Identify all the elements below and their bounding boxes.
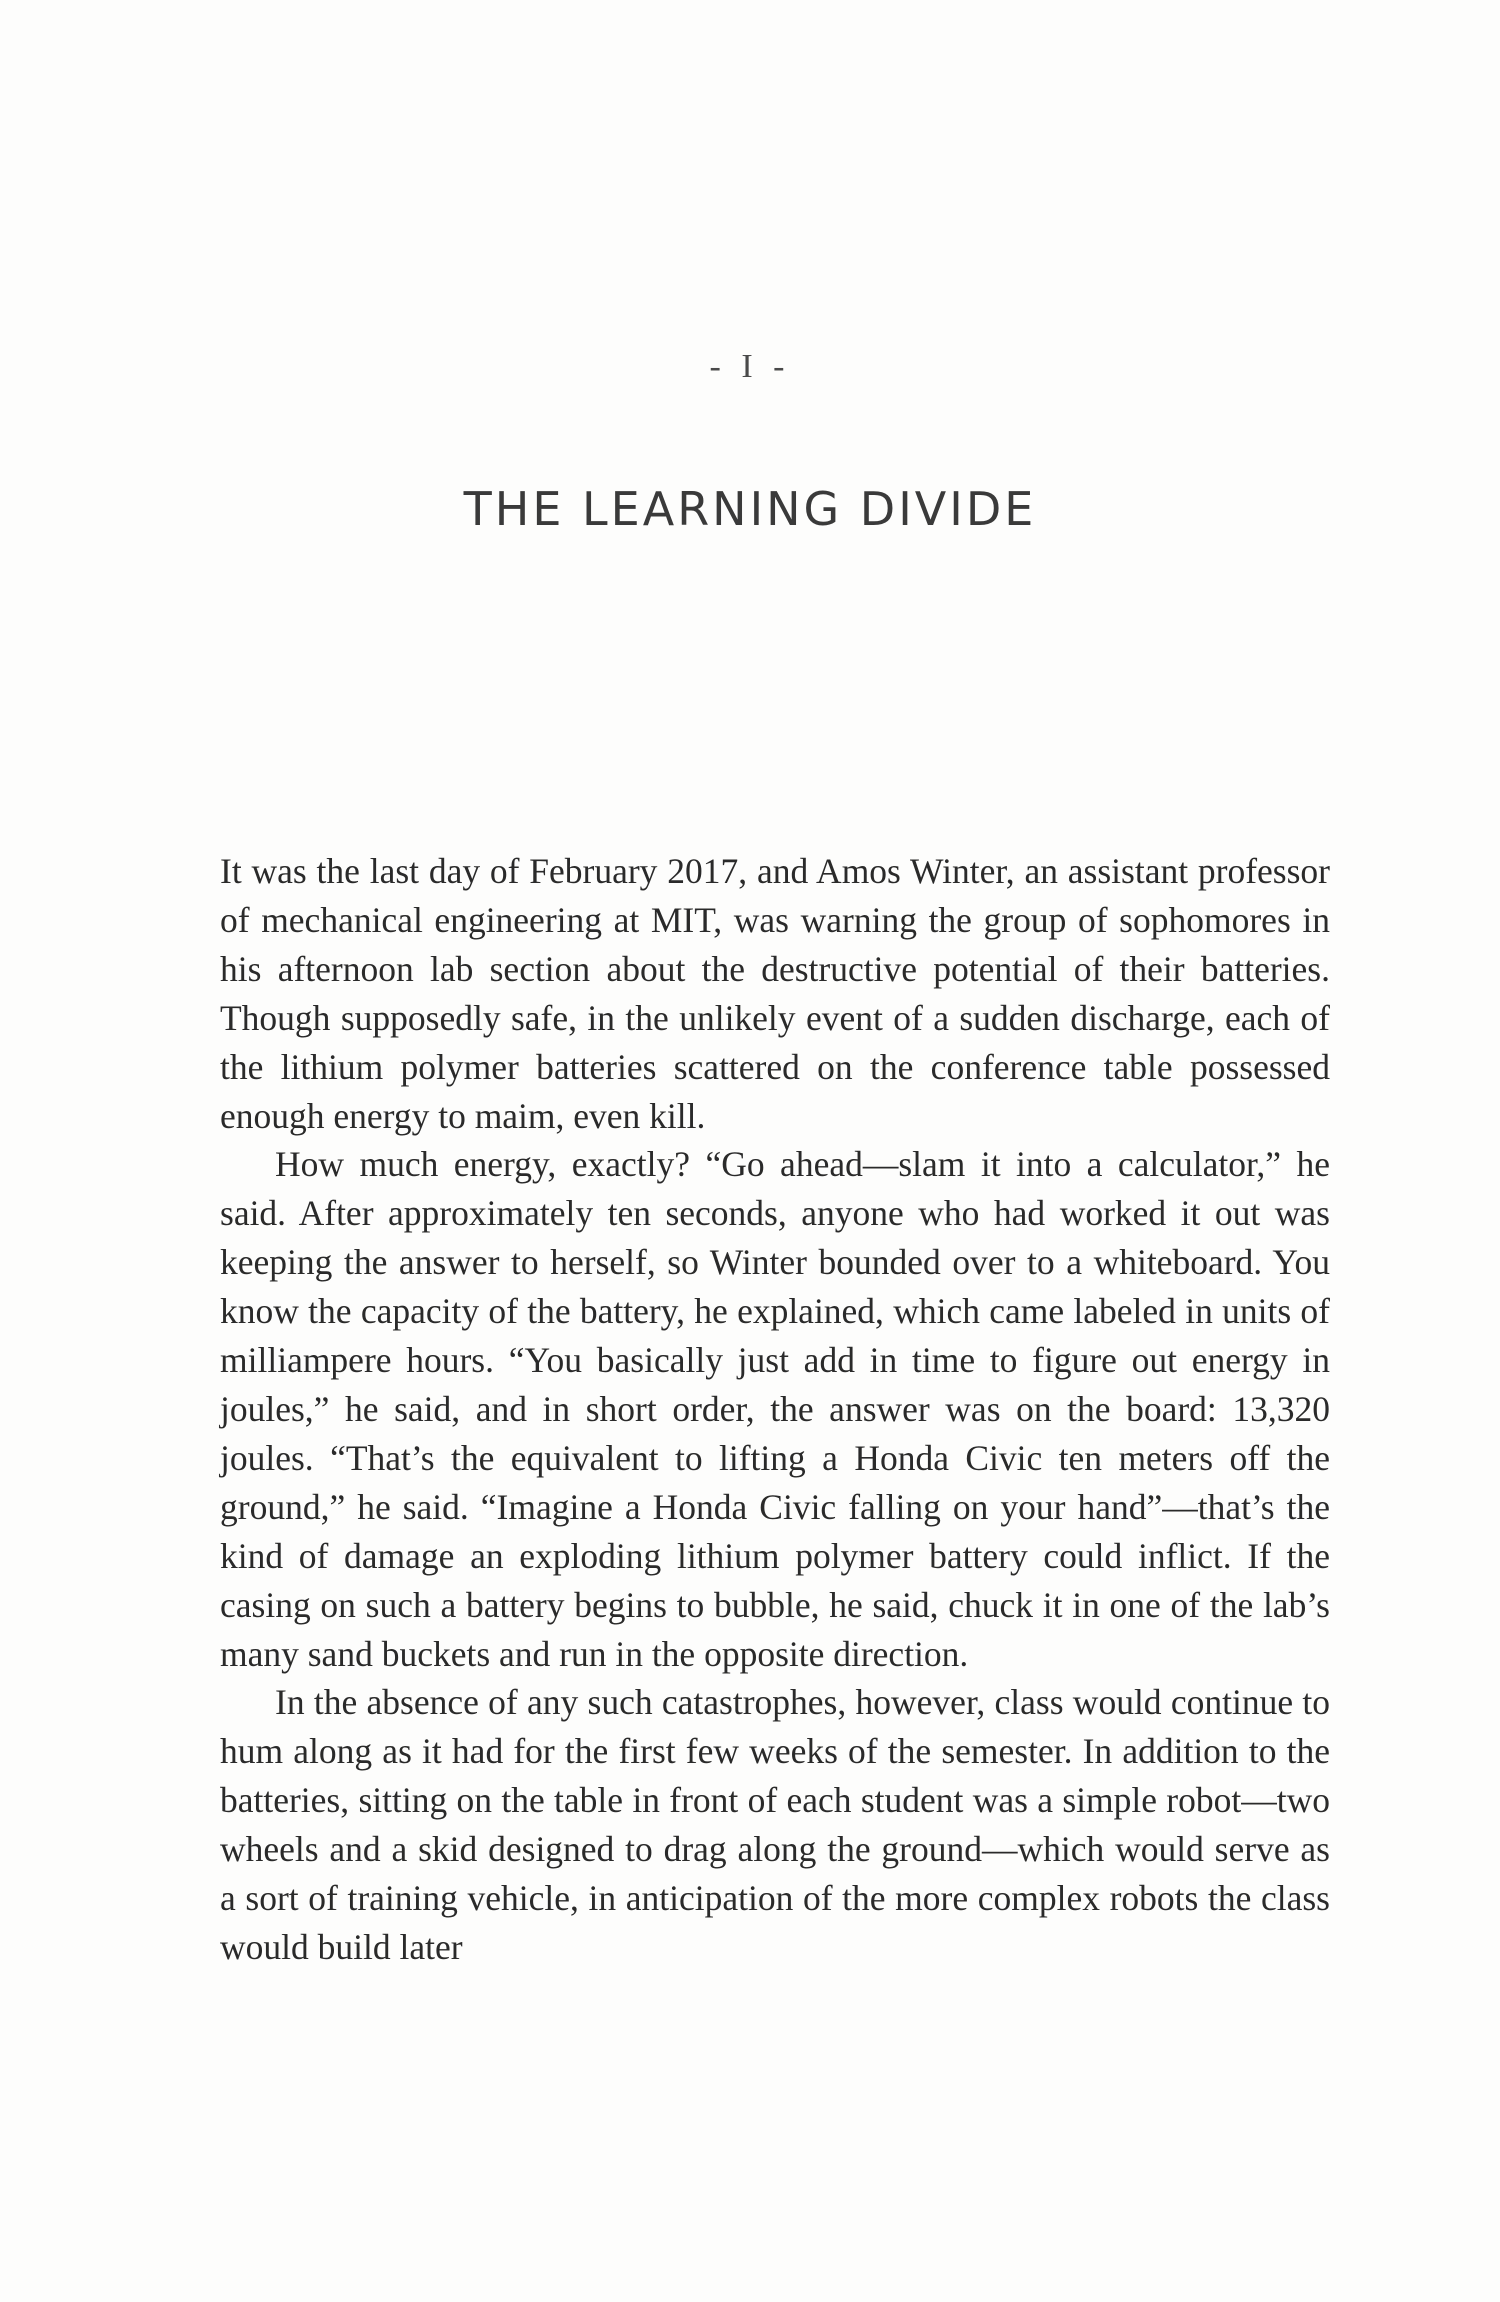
paragraph: How much energy, exactly? “Go ahead—slam it into a calculator,” he said. After approximately ten seconds, anyone who had worked it out was keeping the answer to herself, so Winter bounded over to a whiteboard. You know the capacity of the battery, he explained, which came labeled in units of milliampere hours. “You basically just add in time to figure out energy in joules,” he said, and in short order, the answer was on the board: 13,320 joules. “That’s the equivalent to lifting a Honda Civic ten meters off the ground,” he said. “Imagine a Honda Civic falling on your hand”—that’s the kind of damage an exploding lithium polymer battery could inflict. If the casing on such a battery begins to bubble, he said, chuck it in one of the lab’s many sand buckets and run in the opposite direction.: [220, 1144, 1330, 1674]
paragraph: In the absence of any such catastrophes, however, class would continue to hum along as it had for the first few weeks of the semester. In addition to the batteries, sitting on the table in front of each student was a simple robot—two wheels and a skid designed to drag along the ground—which would serve as a sort of training vehicle, in anticipation of the more complex robots the class would build later: [220, 1682, 1330, 1967]
paragraph: It was the last day of February 2017, and Amos Winter, an assistant professor of mechanical engineering at MIT, was warning the group of sophomores in his afternoon lab section about the destructive potential of their batteries. Though supposedly safe, in the unlikely event of a sudden discharge, each of the lithium polymer batteries scattered on the conference table possessed enough energy to maim, even kill.: [220, 851, 1330, 1136]
chapter-number: - I -: [709, 348, 791, 385]
chapter-title: THE LEARNING DIVIDE: [463, 482, 1037, 536]
body-text: [220, 847, 1330, 1972]
